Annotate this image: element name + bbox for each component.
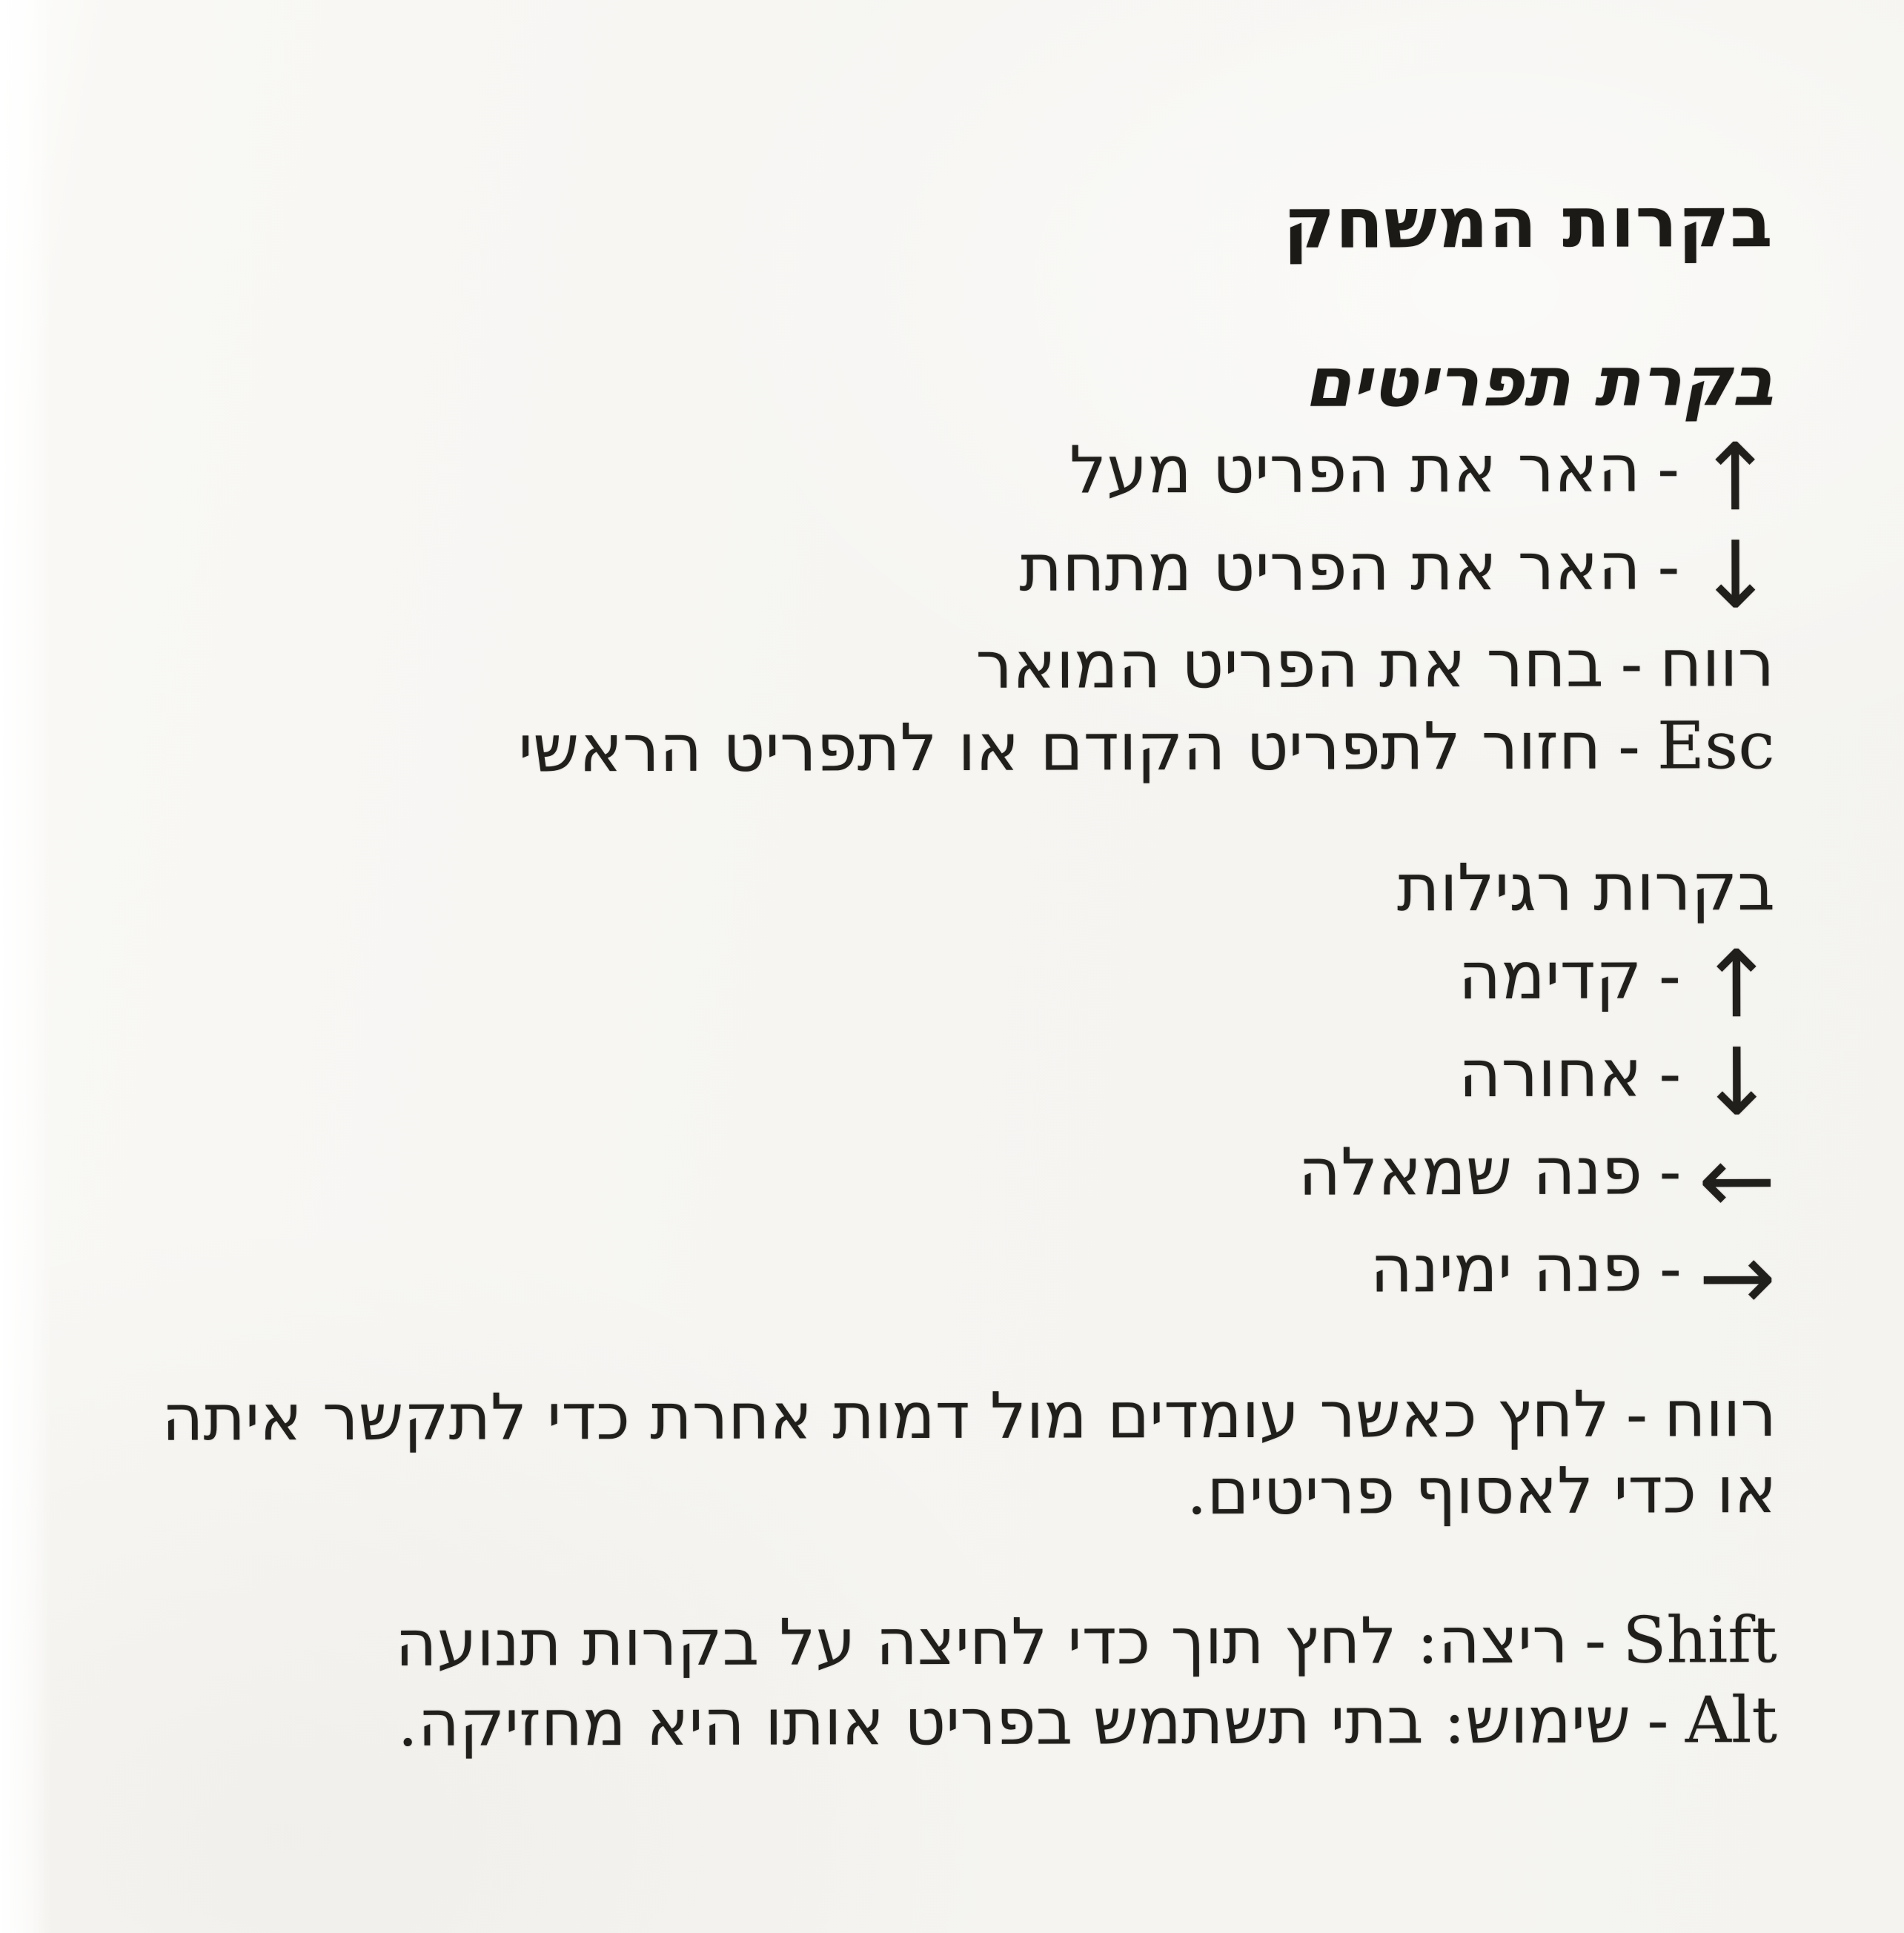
alt-key: Alt [1685,1683,1778,1758]
shift-action-line [113,1600,1777,1685]
shortcut-description: בחר את הפריט המואר [975,626,1604,704]
space-action-paragraph [113,1376,1777,1534]
shortcut-line [110,423,1774,531]
shortcut-line [110,705,1774,792]
shortcut-description: אחורה [1458,1035,1642,1112]
up-arrow-key-icon: ↑ [1696,423,1774,531]
separator: - [1625,1377,1648,1452]
left-arrow-key-icon: ← [1698,1126,1777,1234]
section-heading-menu-controls: בקרת תפריטים [1304,341,1774,423]
down-arrow-key-icon: ↓ [1697,1028,1776,1136]
space-key: רווח [1664,1377,1777,1452]
separator: - [1647,1683,1669,1758]
shortcut-line [111,930,1776,1038]
separator: - [1659,1230,1682,1307]
down-arrow-key-icon: ↓ [1696,521,1775,629]
alt-action-line [113,1680,1777,1765]
shortcut-description: פנה ימינה [1370,1230,1643,1307]
shortcut-description: האר את הפריט מעל [1069,430,1641,508]
esc-key: Esc [1656,707,1775,784]
separator: - [1659,1034,1682,1112]
shortcut-description: לחץ כאשר עומדים מול דמות אחרת כדי לתקשר איתה או כדי לאסוף פריטים. [162,1378,1777,1530]
scan-page-edge [0,0,52,1933]
shortcut-description: חזור לתפריט הקודם או לתפריט הראשי [518,708,1602,787]
shortcut-line [110,623,1774,709]
section-heading-regular-controls: בקרות רגילות [1396,849,1776,926]
page-title: בקרות המשחק [1283,182,1774,265]
separator: - [1659,1132,1682,1209]
shortcut-description: שימוש: בתי תשתמש בפריט אותו היא מחזיקה. [397,1683,1631,1762]
up-arrow-key-icon: ↑ [1697,930,1776,1038]
separator: - [1620,625,1643,703]
separator: - [1584,1604,1607,1679]
menu-controls-list [110,423,1775,792]
shortcut-description: ריצה: לחץ תוך כדי לחיצה על בקרות תנועה [395,1604,1568,1682]
separator: - [1618,707,1641,785]
shortcut-description: קדימה [1458,937,1642,1014]
regular-controls-list [111,930,1777,1332]
separator: - [1657,429,1680,507]
separator: - [1658,937,1681,1014]
manual-page [109,0,1777,1765]
shortcut-line [110,521,1775,629]
shortcut-description: פנה שמאלה [1298,1133,1642,1210]
shortcut-line [112,1028,1776,1136]
shortcut-line [112,1126,1777,1234]
separator: - [1657,527,1680,604]
space-key: רווח [1659,625,1775,702]
right-arrow-key-icon: → [1698,1224,1777,1332]
shortcut-description: האר את הפריט מתחת [1019,528,1641,606]
shortcut-line [112,1224,1777,1332]
shift-key: Shift [1622,1603,1777,1678]
